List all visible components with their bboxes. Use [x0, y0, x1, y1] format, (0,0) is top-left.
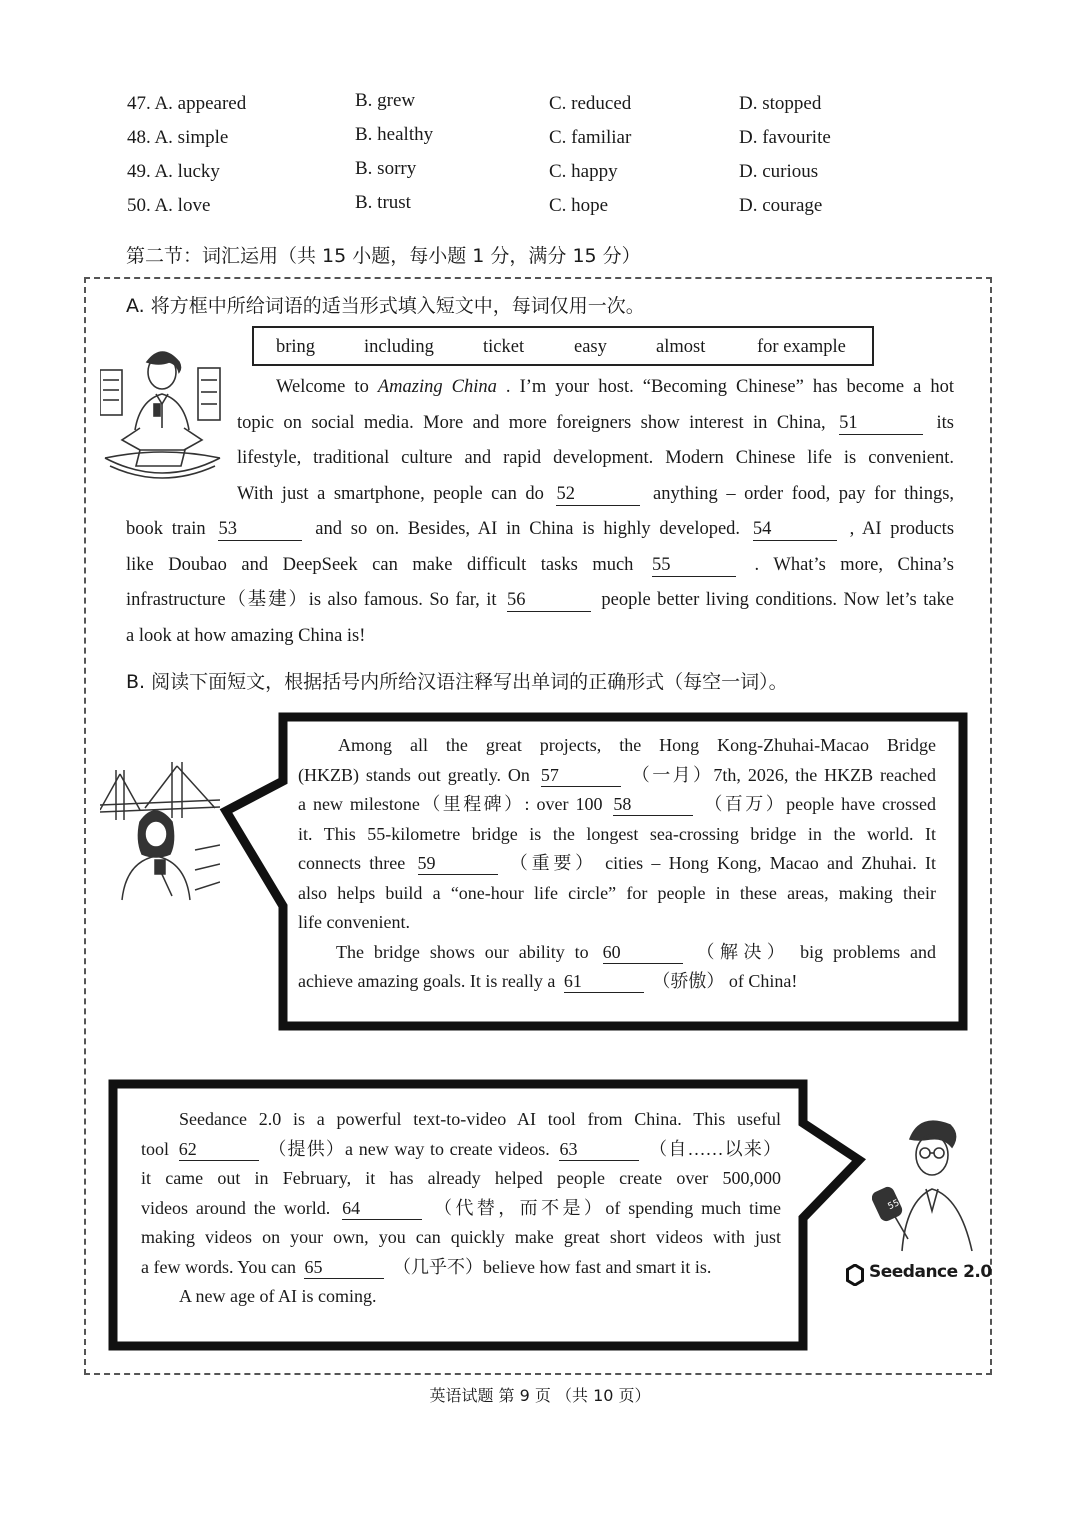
passage-text: book train [126, 519, 206, 539]
passage-text: （解决） big problems and [696, 941, 937, 962]
word-almost: almost [656, 337, 706, 357]
answer-blank-51[interactable]: 51 [839, 412, 923, 435]
passage-text: （一月）7th, 2026, the HKZB reached [631, 764, 937, 785]
svg-text:55: 55 [886, 1198, 902, 1213]
passage-text: lifestyle, traditional culture and rapid development. Modern Chinese life is convenient. [237, 448, 954, 468]
passage-text: anything – order food, pay for things, [653, 483, 955, 504]
passage-line [126, 548, 954, 584]
word-box [252, 326, 874, 366]
passage-text: . What’s more, China’s [754, 554, 955, 575]
passage-line [126, 370, 954, 406]
option-48-c: C. familiar [549, 127, 632, 148]
passage-text: （代替，而不是）of spending much time [434, 1197, 782, 1218]
answer-blank-54[interactable]: 54 [753, 518, 837, 541]
passage-text: life convenient. [298, 912, 410, 932]
passage-text: infrastructure（基建）is also famous. So far, it [126, 590, 497, 610]
word-bring: bring [276, 337, 316, 357]
option-48-a: 48. A. simple [127, 127, 229, 148]
passage-text: people better living conditions. Now let’s take [601, 590, 955, 610]
answer-blank-53[interactable]: 53 [218, 518, 302, 541]
passage-text: it. This 55-kilometre bridge is the longest sea-crossing bridge in the world. It [298, 823, 936, 844]
passage-line [298, 908, 936, 938]
passage-line [298, 790, 936, 820]
answer-blank-58[interactable]: 58 [613, 793, 693, 816]
passage-line [126, 512, 954, 548]
passage-line [298, 761, 936, 791]
part-a-instruction: A. 将方框中所给词语的适当形式填入短文中，每词仅用一次。 [126, 295, 645, 317]
answer-blank-52[interactable]: 52 [556, 483, 640, 506]
answer-blank-61[interactable]: 61 [564, 970, 644, 993]
option-50-b: B. trust [355, 192, 411, 213]
passage-line [298, 849, 936, 879]
passage-text: achieve amazing goals. It is really a [298, 971, 556, 991]
answer-blank-59[interactable]: 59 [418, 852, 498, 875]
answer-blank-64[interactable]: 64 [342, 1197, 422, 1220]
option-50-d: D. courage [739, 195, 823, 216]
option-47-a: 47. A. appeared [127, 93, 247, 114]
passage-line [126, 619, 954, 655]
passage-text: videos around the world. [141, 1197, 331, 1218]
word-for-example: for example [757, 337, 846, 357]
option-49-c: C. happy [549, 161, 618, 182]
passage-text: tool [141, 1138, 170, 1159]
passage-line [126, 441, 954, 477]
option-48-b: B. healthy [355, 124, 434, 145]
passage-text: （百万）people have crossed [704, 794, 936, 814]
page-footer: 英语试题 第 9 页 （共 10 页） [429, 1386, 651, 1405]
passage-text: connects three [298, 853, 406, 873]
option-49-d: D. curious [739, 161, 819, 182]
passage-text: making videos on your own, you can quickly make great short videos with just [141, 1227, 781, 1247]
section-title: 第二节：词汇运用（共 15 小题，每小题 1 分，满分 15 分） [126, 245, 641, 267]
passage-text: The bridge shows our ability to [336, 941, 589, 962]
answer-blank-63[interactable]: 63 [559, 1138, 639, 1161]
option-49-b: B. sorry [355, 158, 417, 179]
passage-text: （几乎不）believe how fast and smart it is. [392, 1256, 712, 1277]
passage-line [298, 731, 936, 761]
passage-text: （骄傲） of China! [652, 971, 798, 991]
passage-text: a look at how amazing China is! [126, 625, 366, 646]
word-easy: easy [574, 337, 607, 357]
option-50-c: C. hope [549, 195, 609, 216]
answer-blank-55[interactable]: 55 [652, 554, 736, 577]
passage-line [298, 967, 936, 997]
passage-line [298, 879, 936, 909]
passage-text: Among all the great projects, the Hong Kong-Zhuhai-Macao Bridge [338, 735, 936, 755]
option-47-d: D. stopped [739, 93, 822, 114]
seedance-passage [141, 1105, 781, 1312]
passage-text: （提供）a new way to create videos. [268, 1138, 550, 1159]
answer-blank-60[interactable]: 60 [603, 941, 683, 964]
option-50-a: 50. A. love [127, 195, 211, 216]
passage-text: a new milestone（里程碑）: over 100 [298, 794, 603, 814]
passage-text: Welcome to [276, 377, 378, 397]
bridge-passage [298, 731, 936, 997]
answer-blank-62[interactable]: 62 [179, 1138, 259, 1161]
passage-text: （重要） cities – Hong Kong, Macao and Zhuhai. It [509, 853, 937, 873]
passage-text: also helps build a “one-hour life circle” for people in these areas, making their [298, 882, 936, 903]
passage-text: (HKZB) stands out greatly. On [298, 764, 530, 785]
passage-text: like Doubao and DeepSeek can make difficult tasks much [126, 554, 634, 575]
passage-text: A new age of AI is coming. [179, 1286, 377, 1306]
passage-line [298, 820, 936, 850]
passage-line [126, 583, 954, 619]
passage-line [141, 1135, 781, 1165]
passage-line [141, 1253, 781, 1283]
passage-line [141, 1164, 781, 1194]
part-b-instruction: B. 阅读下面短文，根据括号内所给汉语注释写出单词的正确形式（每空一词）。 [126, 671, 788, 693]
passage-text: Amazing China [377, 377, 497, 397]
passage-line [298, 938, 936, 968]
part-a-passage [126, 370, 954, 654]
seedance-hexagon-icon [846, 1264, 864, 1286]
passage-line [126, 406, 954, 442]
word-ticket: ticket [483, 337, 525, 357]
passage-text: Seedance 2.0 is a powerful text-to-video AI tool from China. This useful [179, 1109, 781, 1129]
passage-text: and so on. Besides, AI in China is highly developed. [315, 519, 741, 539]
passage-line [141, 1282, 781, 1312]
option-47-c: C. reduced [549, 93, 632, 114]
option-48-d: D. favourite [739, 127, 831, 148]
passage-text: topic on social media. More and more foreigners show interest in China, [237, 412, 826, 433]
option-49-a: 49. A. lucky [127, 161, 220, 182]
option-47-b: B. grew [355, 90, 416, 111]
answer-blank-57[interactable]: 57 [541, 764, 621, 787]
presenter-illustration [872, 1115, 982, 1255]
answer-blank-65[interactable]: 65 [304, 1256, 384, 1279]
passage-text: （自……以来） [649, 1138, 782, 1159]
answer-blank-56[interactable]: 56 [507, 589, 591, 612]
passage-text: it came out in February, it has already helped people create over 500,000 [141, 1168, 781, 1188]
passage-line [141, 1194, 781, 1224]
passage-text: , AI products [849, 519, 955, 539]
passage-text: With just a smartphone, people can do [237, 483, 544, 504]
word-including: including [364, 337, 434, 357]
passage-text: a few words. You can [141, 1256, 296, 1277]
passage-line [126, 477, 954, 513]
passage-line [141, 1223, 781, 1253]
passage-line [141, 1105, 781, 1135]
passage-text: its [936, 412, 955, 433]
reporter-bridge-illustration [100, 760, 220, 910]
passage-text: . I’m your host. “Becoming Chinese” has become a hot [505, 377, 954, 397]
seedance-logo-text: Seedance 2.0 [869, 1262, 992, 1282]
